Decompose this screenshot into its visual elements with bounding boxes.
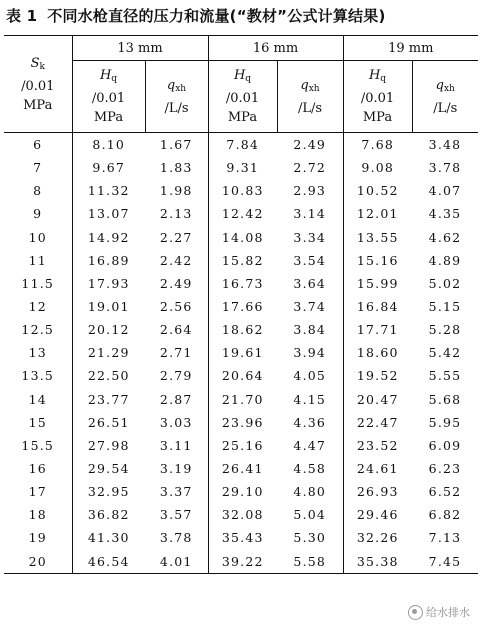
sk-cell: 12: [28, 299, 47, 315]
hq-19mm-cell: 26.93: [343, 480, 412, 503]
sk-cell: 15: [28, 414, 47, 430]
sk-cell: 16: [28, 461, 47, 477]
qxh-16mm-cell: 3.94: [293, 345, 327, 361]
hq-13mm-cell: 11.32: [72, 179, 145, 202]
hq-16mm-cell: 20.64: [208, 364, 277, 387]
hq-13mm-cell: 9.67: [72, 156, 145, 179]
hq-13mm-cell: 21.29: [72, 341, 145, 364]
hq-16mm-cell: 14.08: [208, 226, 277, 249]
hq-13mm-cell: 23.77: [72, 388, 145, 411]
hq-header: $H_q$ /0.01 MPa: [72, 61, 145, 133]
table-number: 表 1: [6, 7, 38, 25]
qxh-13mm-cell: 3.78: [159, 530, 193, 546]
hq-13mm-cell: 8.10: [72, 133, 145, 157]
qxh-16mm-cell: 5.04: [293, 507, 327, 523]
qxh-16mm-cell: 2.72: [293, 160, 327, 176]
qxh-16mm-cell: 3.14: [293, 206, 327, 222]
hq-16mm-cell: 15.82: [208, 249, 277, 272]
group-header-13mm: 13 mm: [72, 36, 208, 61]
hq-16mm-cell: 26.41: [208, 457, 277, 480]
hq-19mm-cell: 16.84: [343, 295, 412, 318]
qxh-13mm-cell: 2.49: [159, 275, 193, 291]
qxh-19mm-cell: 6.09: [428, 437, 462, 453]
table-row: [4, 179, 478, 202]
sk-cell: 14: [28, 391, 47, 407]
table-row: [4, 295, 478, 318]
qxh-13mm-cell: 2.71: [159, 345, 193, 361]
sk-cell: 7: [33, 160, 43, 176]
qxh-19mm-cell: 7.45: [412, 550, 478, 574]
hq-19mm-cell: 17.71: [343, 318, 412, 341]
hq-16mm-cell: 39.22: [208, 550, 277, 574]
table-row: [4, 202, 478, 225]
hq-19mm-cell: 10.52: [343, 179, 412, 202]
table-row: [4, 364, 478, 387]
qxh-13mm-cell: 1.67: [159, 137, 193, 153]
hq-16mm-cell: 7.84: [208, 133, 277, 157]
qxh-13mm-cell: 1.83: [159, 160, 193, 176]
qxh-16mm-cell: 4.47: [293, 437, 327, 453]
table-row: [4, 411, 478, 434]
table-row: [4, 550, 478, 574]
qxh-13mm-cell: 3.03: [159, 414, 193, 430]
hq-13mm-cell: 32.95: [72, 480, 145, 503]
table-row: [4, 388, 478, 411]
sk-cell: 15.5: [21, 437, 55, 453]
hq-16mm-cell: 19.61: [208, 341, 277, 364]
hq-13mm-cell: 20.12: [72, 318, 145, 341]
table-row: [4, 133, 478, 157]
table-caption: 不同水枪直径的压力和流量(“教材”公式计算结果): [47, 7, 386, 25]
qxh-16mm-cell: 2.93: [293, 183, 327, 199]
hq-16mm-cell: 12.42: [208, 202, 277, 225]
qxh-19mm-cell: 4.62: [428, 229, 462, 245]
hq-13mm-cell: 14.92: [72, 226, 145, 249]
hq-13mm-cell: 26.51: [72, 411, 145, 434]
sk-cell: 11.5: [21, 275, 55, 291]
hq-16mm-cell: 29.10: [208, 480, 277, 503]
qxh-16mm-cell: 4.80: [293, 484, 327, 500]
qxh-16mm-cell: 3.64: [293, 275, 327, 291]
qxh-19mm-cell: 4.35: [428, 206, 462, 222]
hq-16mm-cell: 23.96: [208, 411, 277, 434]
hq-19mm-cell: 12.01: [343, 202, 412, 225]
table-row: [4, 457, 478, 480]
hq-16mm-cell: 10.83: [208, 179, 277, 202]
qxh-19mm-cell: 5.95: [428, 414, 462, 430]
hq-13mm-cell: 16.89: [72, 249, 145, 272]
qxh-13mm-cell: 2.64: [159, 322, 193, 338]
hq-16mm-cell: 25.16: [208, 434, 277, 457]
qxh-16mm-cell: 3.54: [293, 252, 327, 268]
qxh-13mm-cell: 1.98: [159, 183, 193, 199]
qxh-16mm-cell: 5.30: [293, 530, 327, 546]
qxh-19mm-cell: 6.23: [428, 461, 462, 477]
sk-cell: 8: [33, 183, 43, 199]
qxh-16mm-cell: 4.15: [293, 391, 327, 407]
table-row: [4, 272, 478, 295]
table-row: [4, 434, 478, 457]
qxh-13mm-cell: 2.27: [159, 229, 193, 245]
qxh-13mm-cell: 3.11: [159, 437, 193, 453]
hq-16mm-cell: 16.73: [208, 272, 277, 295]
sk-cell: 20: [4, 550, 72, 574]
table-row: [4, 480, 478, 503]
qxh-13mm-cell: 3.37: [159, 484, 193, 500]
qxh-16mm-cell: 3.34: [293, 229, 327, 245]
hq-header: $H_q$ /0.01 MPa: [208, 61, 277, 133]
qxh-16mm-cell: 3.74: [293, 299, 327, 315]
hq-13mm-cell: 17.93: [72, 272, 145, 295]
table-row: [4, 249, 478, 272]
table-row: [4, 526, 478, 549]
qxh-16mm-cell: 4.05: [293, 368, 327, 384]
hq-16mm-cell: 9.31: [208, 156, 277, 179]
hq-13mm-cell: 22.50: [72, 364, 145, 387]
hq-13mm-cell: 27.98: [72, 434, 145, 457]
qxh-13mm-cell: 2.79: [159, 368, 193, 384]
hq-19mm-cell: 29.46: [343, 503, 412, 526]
qxh-16mm-cell: 4.36: [293, 414, 327, 430]
qxh-13mm-cell: 2.87: [159, 391, 193, 407]
hq-19mm-cell: 9.08: [343, 156, 412, 179]
sk-cell: 13: [28, 345, 47, 361]
hq-19mm-cell: 22.47: [343, 411, 412, 434]
qxh-13mm-cell: 2.56: [159, 299, 193, 315]
hq-19mm-cell: 24.61: [343, 457, 412, 480]
hq-19mm-cell: 32.26: [343, 526, 412, 549]
pressure-flow-table: [4, 35, 478, 574]
qxh-16mm-cell: 5.58: [277, 550, 343, 574]
qxh-header: $q_{xh}$ /L/s: [412, 61, 478, 133]
watermark: [408, 604, 470, 620]
qxh-19mm-cell: 4.07: [428, 183, 462, 199]
hq-13mm-cell: 46.54: [72, 550, 145, 574]
hq-16mm-cell: 18.62: [208, 318, 277, 341]
hq-13mm-cell: 41.30: [72, 526, 145, 549]
qxh-19mm-cell: 7.13: [428, 530, 462, 546]
sk-cell: 18: [28, 507, 47, 523]
sk-cell: 6: [33, 137, 43, 153]
table-title: [6, 2, 482, 30]
table-row: [4, 226, 478, 249]
qxh-19mm-cell: 5.42: [428, 345, 462, 361]
wechat-logo-icon: [408, 605, 423, 620]
sk-cell: 19: [28, 530, 47, 546]
hq-19mm-cell: 19.52: [343, 364, 412, 387]
qxh-19mm-cell: 5.15: [428, 299, 462, 315]
qxh-header: $q_{xh}$ /L/s: [145, 61, 208, 133]
hq-16mm-cell: 21.70: [208, 388, 277, 411]
sk-cell: 11: [28, 252, 47, 268]
table-row: [4, 341, 478, 364]
hq-13mm-cell: 13.07: [72, 202, 145, 225]
sk-cell: 13.5: [21, 368, 55, 384]
table-row: [4, 156, 478, 179]
sk-cell: 9: [33, 206, 43, 222]
hq-19mm-cell: 23.52: [343, 434, 412, 457]
qxh-19mm-cell: 6.52: [428, 484, 462, 500]
hq-16mm-cell: 35.43: [208, 526, 277, 549]
hq-13mm-cell: 29.54: [72, 457, 145, 480]
hq-19mm-cell: 18.60: [343, 341, 412, 364]
hq-19mm-cell: 20.47: [343, 388, 412, 411]
sk-cell: 17: [28, 484, 47, 500]
qxh-19mm-cell: 5.68: [428, 391, 462, 407]
qxh-19mm-cell: 5.28: [428, 322, 462, 338]
qxh-19mm-cell: 3.78: [428, 160, 462, 176]
qxh-19mm-cell: 4.89: [428, 252, 462, 268]
hq-16mm-cell: 17.66: [208, 295, 277, 318]
qxh-19mm-cell: 5.02: [428, 275, 462, 291]
table-row: [4, 503, 478, 526]
qxh-16mm-cell: 4.58: [293, 461, 327, 477]
qxh-16mm-cell: 2.49: [293, 137, 327, 153]
qxh-13mm-cell: 2.13: [159, 206, 193, 222]
hq-13mm-cell: 19.01: [72, 295, 145, 318]
sk-header: $S_k$ /0.01 MPa: [4, 36, 72, 133]
sk-cell: 10: [28, 229, 47, 245]
qxh-13mm-cell: 3.57: [159, 507, 193, 523]
watermark-text: 给水排水: [426, 606, 470, 619]
group-header-16mm: 16 mm: [208, 36, 343, 61]
qxh-19mm-cell: 5.55: [428, 368, 462, 384]
hq-header: $H_q$ /0.01 MPa: [343, 61, 412, 133]
qxh-13mm-cell: 3.19: [159, 461, 193, 477]
hq-19mm-cell: 7.68: [343, 133, 412, 157]
hq-19mm-cell: 15.99: [343, 272, 412, 295]
qxh-19mm-cell: 3.48: [428, 137, 462, 153]
hq-16mm-cell: 32.08: [208, 503, 277, 526]
qxh-19mm-cell: 6.82: [428, 507, 462, 523]
hq-19mm-cell: 13.55: [343, 226, 412, 249]
qxh-header: $q_{xh}$ /L/s: [277, 61, 343, 133]
sk-cell: 12.5: [21, 322, 55, 338]
qxh-13mm-cell: 4.01: [145, 550, 208, 574]
qxh-16mm-cell: 3.84: [293, 322, 327, 338]
group-header-19mm: 19 mm: [343, 36, 478, 61]
qxh-13mm-cell: 2.42: [159, 252, 193, 268]
hq-19mm-cell: 35.38: [343, 550, 412, 574]
hq-13mm-cell: 36.82: [72, 503, 145, 526]
hq-19mm-cell: 15.16: [343, 249, 412, 272]
table-row: [4, 318, 478, 341]
